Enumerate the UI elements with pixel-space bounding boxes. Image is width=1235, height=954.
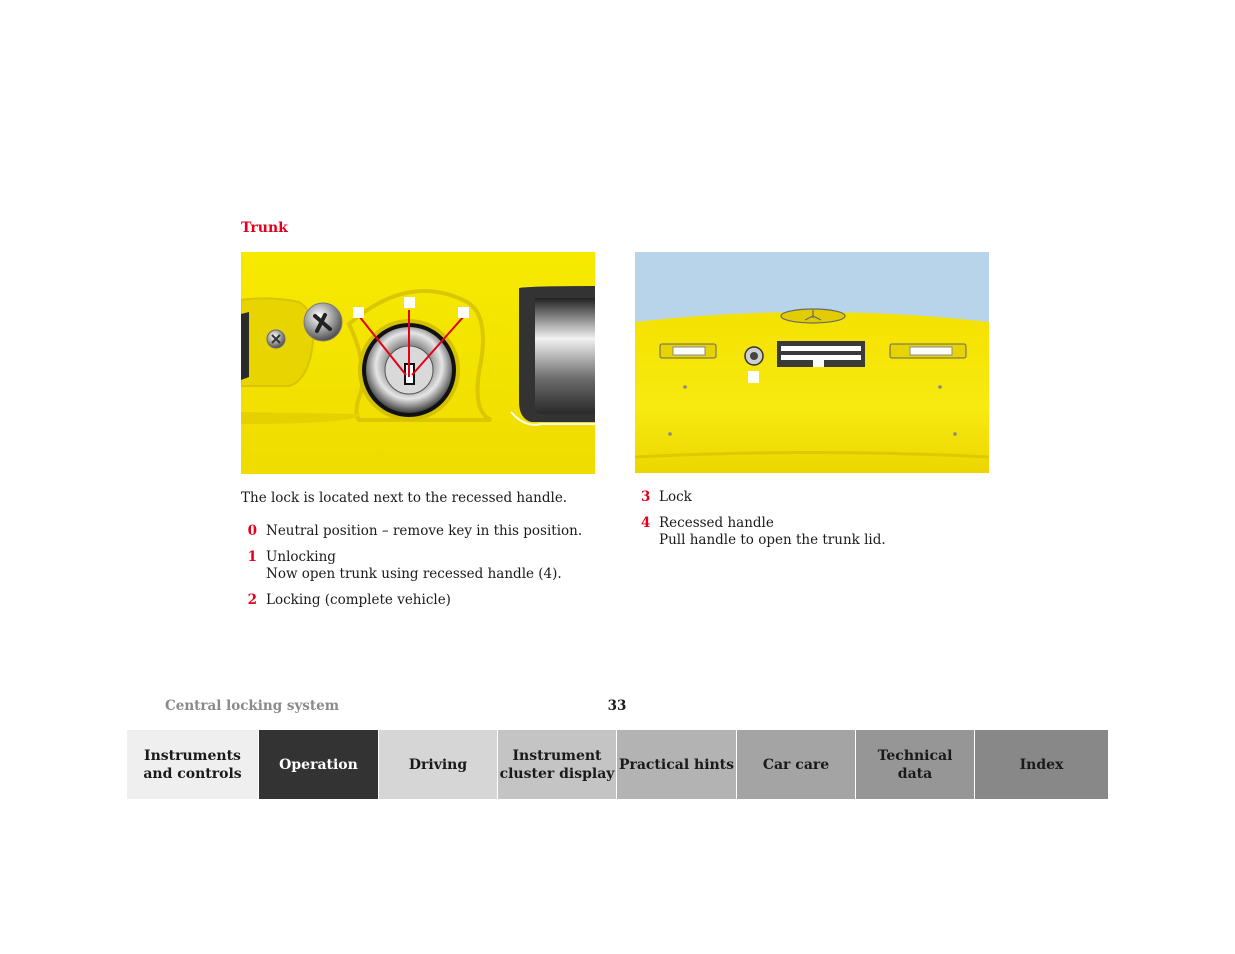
tab-car-care[interactable] [737, 730, 856, 799]
list-item [241, 549, 621, 583]
page-number: 33 [607, 698, 627, 714]
intro-text: The lock is located next to the recessed handle. [241, 490, 568, 506]
item-text: Locking (complete vehicle) [266, 592, 451, 608]
tab-instruments-and-controls[interactable] [127, 730, 259, 799]
tab-practical-hints[interactable] [617, 730, 737, 799]
list-item [641, 489, 1001, 506]
list-item [241, 592, 621, 609]
tab-label: Technical [877, 747, 953, 764]
chapter-navigation [127, 730, 1108, 799]
list-item [641, 515, 1001, 549]
trunk-lid-drawing [635, 252, 989, 473]
tab-index[interactable] [975, 730, 1108, 799]
item-text: Unlocking [266, 549, 336, 565]
tab-operation[interactable] [259, 730, 379, 799]
tab-label: Instruments [144, 747, 241, 764]
tab-label: Car care [762, 756, 830, 773]
section-title: Trunk [241, 220, 288, 236]
item-number: 0 [247, 523, 257, 539]
footer-section-name: Central locking system [165, 698, 340, 714]
trunk-lock-drawing [241, 252, 595, 474]
item-text: Recessed handle [659, 515, 774, 531]
tab-label: Instrument [512, 747, 602, 764]
tab-label: Driving [408, 756, 468, 773]
tab-label: data [897, 765, 933, 782]
trunk-lock-illustration [241, 252, 595, 474]
tab-label: Operation [279, 756, 358, 773]
tab-technical-data[interactable] [856, 730, 975, 799]
tab-label: cluster display [499, 765, 615, 782]
item-number: 4 [641, 515, 651, 531]
item-text: Lock [659, 489, 692, 505]
item-number: 3 [641, 489, 651, 505]
item-number: 2 [247, 592, 257, 608]
tab-label: Practical hints [618, 756, 735, 773]
right-column-text [641, 489, 1001, 558]
tab-instrument-cluster-display[interactable] [498, 730, 617, 799]
item-text: Now open trunk using recessed handle (4). [266, 566, 562, 582]
item-number: 1 [247, 549, 257, 565]
tab-label: Index [1019, 756, 1064, 773]
item-text: Neutral position – remove key in this position. [266, 523, 583, 539]
trunk-lid-illustration [635, 252, 989, 473]
left-column-text [241, 490, 621, 618]
list-item [241, 523, 621, 540]
item-text: Pull handle to open the trunk lid. [659, 532, 886, 548]
tab-label: and controls [143, 765, 242, 782]
tab-driving[interactable] [379, 730, 498, 799]
